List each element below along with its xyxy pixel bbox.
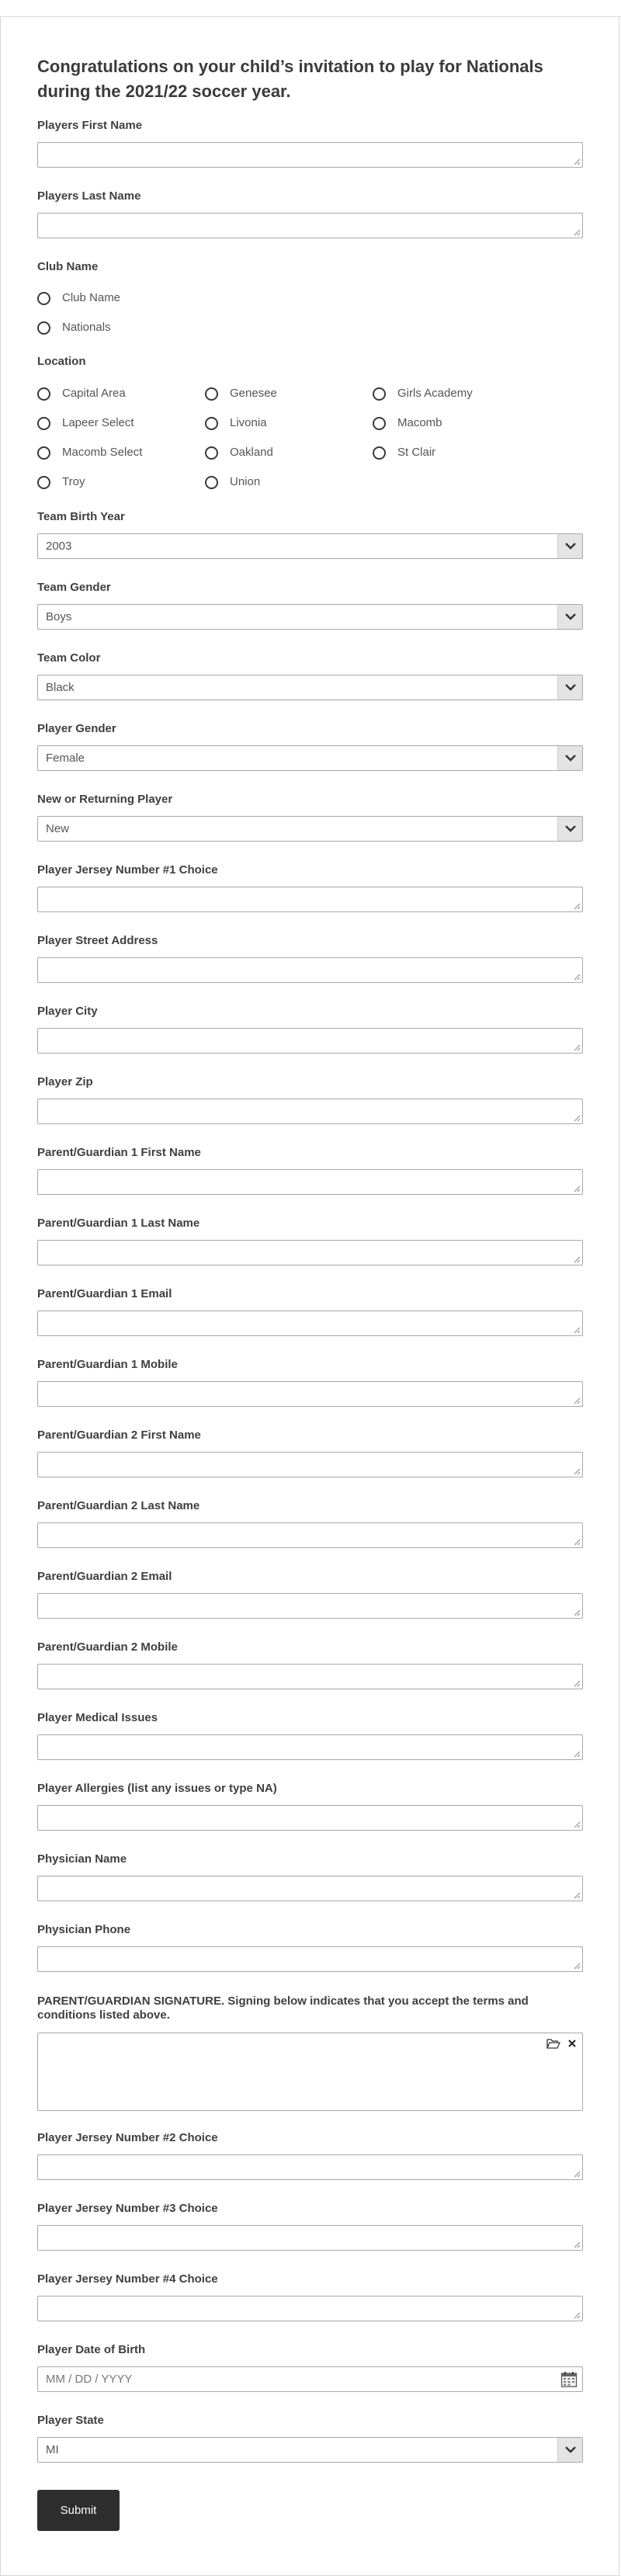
player-state-select[interactable]: MI <box>37 2437 583 2463</box>
radio-st-clair[interactable]: St Clair <box>373 445 512 460</box>
resize-grip-icon[interactable] <box>574 1186 581 1193</box>
resize-grip-icon[interactable] <box>574 158 581 165</box>
guardian1-mobile-field[interactable] <box>37 1381 583 1407</box>
resize-grip-icon[interactable] <box>574 1327 581 1334</box>
resize-grip-icon[interactable] <box>574 1539 581 1546</box>
players-last-name-label: Players Last Name <box>37 189 141 203</box>
location-label: Location <box>37 355 86 368</box>
radio-girls-academy[interactable]: Girls Academy <box>373 386 512 401</box>
new-or-returning-select[interactable]: New <box>37 816 583 842</box>
radio-club-name[interactable]: Club Name <box>37 290 161 306</box>
chevron-down-icon[interactable] <box>557 675 582 700</box>
team-gender-label: Team Gender <box>37 581 111 594</box>
radio-troy[interactable]: Troy <box>37 474 177 490</box>
radio-circle[interactable] <box>205 476 218 489</box>
player-state-label: Player State <box>37 2414 104 2427</box>
guardian2-email-label: Parent/Guardian 2 Email <box>37 1570 172 1583</box>
players-first-name-label: Players First Name <box>37 119 143 132</box>
guardian1-last-name-field[interactable] <box>37 1240 583 1265</box>
radio-circle[interactable] <box>373 417 386 430</box>
signature-label-line2: conditions listed above. <box>37 2008 170 2022</box>
city-label: Player City <box>37 1005 98 1018</box>
resize-grip-icon[interactable] <box>574 974 581 981</box>
guardian1-first-name-field[interactable] <box>37 1169 583 1195</box>
physician-phone-field[interactable] <box>37 1946 583 1972</box>
radio-nationals[interactable]: Nationals <box>37 320 161 335</box>
radio-circle[interactable] <box>37 446 50 460</box>
city-field[interactable] <box>37 1028 583 1054</box>
submit-button[interactable]: Submit <box>37 2490 120 2531</box>
guardian1-mobile-label: Parent/Guardian 1 Mobile <box>37 1358 178 1371</box>
resize-grip-icon[interactable] <box>574 1115 581 1122</box>
zip-label: Player Zip <box>37 1075 93 1088</box>
chevron-down-icon[interactable] <box>557 605 582 629</box>
radio-circle[interactable] <box>205 387 218 401</box>
physician-name-field[interactable] <box>37 1876 583 1901</box>
jersey-3-label: Player Jersey Number #3 Choice <box>37 2202 218 2215</box>
zip-field[interactable] <box>37 1099 583 1124</box>
resize-grip-icon[interactable] <box>574 1751 581 1758</box>
form-heading: Congratulations on your child’s invitation to play for Nationals during the 2021/22 soccer year. <box>37 57 543 101</box>
radio-circle[interactable] <box>205 417 218 430</box>
jersey-1-label: Player Jersey Number #1 Choice <box>37 863 218 877</box>
radio-oakland[interactable]: Oakland <box>205 445 345 460</box>
players-last-name-field[interactable] <box>37 213 583 238</box>
chevron-down-icon[interactable] <box>557 746 582 770</box>
team-color-select[interactable]: Black <box>37 675 583 700</box>
chevron-down-icon[interactable] <box>557 534 582 558</box>
resize-grip-icon[interactable] <box>574 2171 581 2178</box>
radio-lapeer-select[interactable]: Lapeer Select <box>37 415 177 431</box>
resize-grip-icon[interactable] <box>574 2312 581 2319</box>
jersey-2-field[interactable] <box>37 2154 583 2180</box>
date-of-birth-label: Player Date of Birth <box>37 2343 146 2356</box>
radio-circle[interactable] <box>205 446 218 460</box>
radio-macomb-select[interactable]: Macomb Select <box>37 445 177 460</box>
close-icon[interactable] <box>566 2037 578 2050</box>
signature-pad[interactable] <box>37 2033 583 2111</box>
resize-grip-icon[interactable] <box>574 1044 581 1051</box>
street-address-field[interactable] <box>37 957 583 983</box>
guardian1-last-name-label: Parent/Guardian 1 Last Name <box>37 1217 200 1230</box>
radio-circle[interactable] <box>37 476 50 489</box>
resize-grip-icon[interactable] <box>574 2241 581 2248</box>
guardian1-email-field[interactable] <box>37 1311 583 1336</box>
folder-open-icon[interactable] <box>546 2037 560 2050</box>
guardian2-last-name-field[interactable] <box>37 1522 583 1548</box>
radio-union[interactable]: Union <box>205 474 345 490</box>
signature-label-line1: PARENT/GUARDIAN SIGNATURE. Signing below indicates that you accept the terms and <box>37 1994 529 2008</box>
radio-circle[interactable] <box>37 417 50 430</box>
jersey-3-field[interactable] <box>37 2225 583 2251</box>
medical-issues-label: Player Medical Issues <box>37 1711 158 1724</box>
resize-grip-icon[interactable] <box>574 1821 581 1828</box>
resize-grip-icon[interactable] <box>574 1397 581 1404</box>
resize-grip-icon[interactable] <box>574 1468 581 1475</box>
team-gender-select[interactable]: Boys <box>37 604 583 630</box>
radio-circle[interactable] <box>373 446 386 460</box>
team-birth-year-select[interactable]: 2003 <box>37 533 583 559</box>
team-color-label: Team Color <box>37 651 101 665</box>
radio-genesee[interactable]: Genesee <box>205 386 345 401</box>
jersey-4-field[interactable] <box>37 2296 583 2321</box>
physician-phone-label: Physician Phone <box>37 1923 131 1936</box>
resize-grip-icon[interactable] <box>574 1892 581 1899</box>
guardian2-email-field[interactable] <box>37 1593 583 1619</box>
team-birth-year-label: Team Birth Year <box>37 510 125 523</box>
new-or-returning-label: New or Returning Player <box>37 793 173 806</box>
chevron-down-icon[interactable] <box>557 2438 582 2462</box>
club-name-label: Club Name <box>37 260 99 273</box>
player-gender-label: Player Gender <box>37 722 116 735</box>
jersey-2-label: Player Jersey Number #2 Choice <box>37 2131 218 2144</box>
jersey-1-field[interactable] <box>37 887 583 912</box>
guardian1-first-name-label: Parent/Guardian 1 First Name <box>37 1146 201 1159</box>
resize-grip-icon[interactable] <box>574 1609 581 1616</box>
allergies-field[interactable] <box>37 1805 583 1831</box>
medical-issues-field[interactable] <box>37 1734 583 1760</box>
radio-circle[interactable] <box>37 321 50 335</box>
street-address-label: Player Street Address <box>37 934 158 947</box>
chevron-down-icon[interactable] <box>557 817 582 841</box>
player-gender-select[interactable]: Female <box>37 745 583 771</box>
resize-grip-icon[interactable] <box>574 903 581 910</box>
radio-macomb[interactable]: Macomb <box>373 415 512 431</box>
guardian2-last-name-label: Parent/Guardian 2 Last Name <box>37 1499 200 1512</box>
radio-circle[interactable] <box>37 387 50 401</box>
calendar-icon[interactable] <box>560 2371 578 2388</box>
guardian2-first-name-label: Parent/Guardian 2 First Name <box>37 1429 201 1442</box>
resize-grip-icon[interactable] <box>574 1256 581 1263</box>
guardian2-mobile-label: Parent/Guardian 2 Mobile <box>37 1640 178 1654</box>
date-of-birth-field[interactable]: MM / DD / YYYY <box>37 2366 583 2392</box>
players-first-name-field[interactable] <box>37 142 583 168</box>
allergies-label: Player Allergies (list any issues or type NA) <box>37 1782 277 1795</box>
radio-capital-area[interactable]: Capital Area <box>37 386 177 401</box>
radio-circle[interactable] <box>373 387 386 401</box>
radio-circle[interactable] <box>37 292 50 305</box>
radio-livonia[interactable]: Livonia <box>205 415 345 431</box>
guardian2-first-name-field[interactable] <box>37 1452 583 1477</box>
resize-grip-icon[interactable] <box>574 1680 581 1687</box>
resize-grip-icon[interactable] <box>574 229 581 236</box>
jersey-4-label: Player Jersey Number #4 Choice <box>37 2272 218 2286</box>
physician-name-label: Physician Name <box>37 1852 127 1866</box>
resize-grip-icon[interactable] <box>574 1963 581 1970</box>
guardian2-mobile-field[interactable] <box>37 1664 583 1689</box>
guardian1-email-label: Parent/Guardian 1 Email <box>37 1287 172 1300</box>
